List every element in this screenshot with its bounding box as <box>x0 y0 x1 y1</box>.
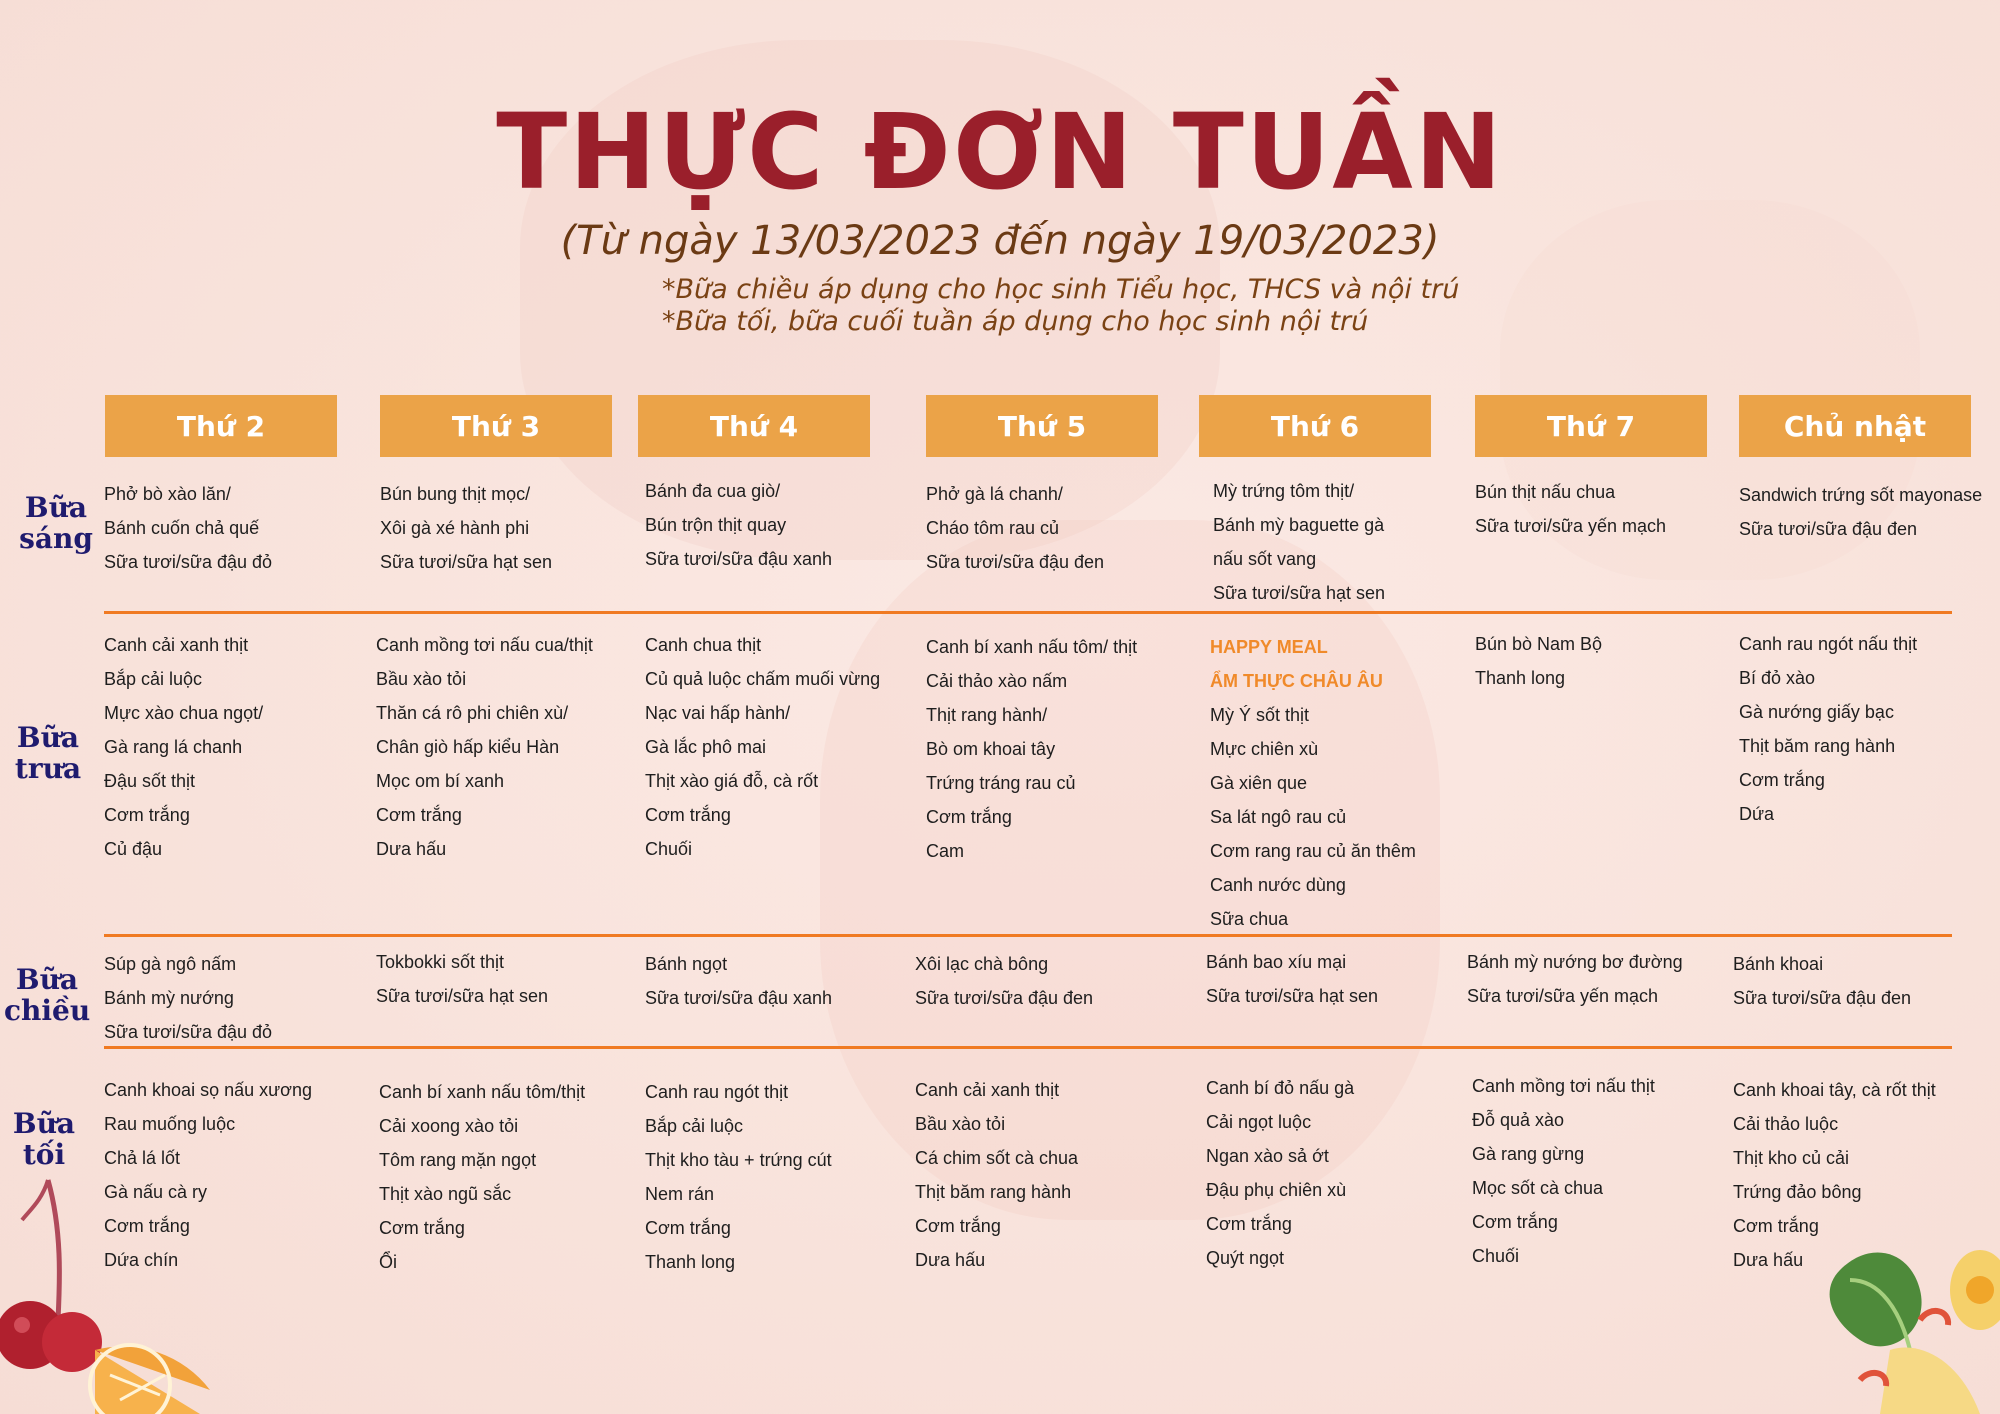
menu-item: Cháo tôm rau củ <box>926 518 1060 538</box>
menu-item: Bánh bao xíu mại <box>1206 952 1347 972</box>
cell-lunch-thu-7 <box>1475 627 1745 695</box>
page-title: THỰC ĐƠN TUẦN <box>496 91 1504 213</box>
menu-item: Sandwich trứng sốt mayonase <box>1739 485 1983 505</box>
menu-item: Dưa hấu <box>1733 1250 1804 1270</box>
menu-item: Cải ngọt luộc <box>1206 1112 1312 1132</box>
menu-item: Sữa tươi/sữa đậu xanh <box>645 988 833 1008</box>
cell-lunch-thu-2 <box>104 628 374 866</box>
menu-item: Canh mồng tơi nấu cua/thịt <box>376 635 593 655</box>
menu-item: Sữa tươi/sữa đậu đen <box>1733 988 1912 1008</box>
menu-item: Sữa tươi/sữa hạt sen <box>376 986 549 1006</box>
happy-meal-label: HAPPY MEAL <box>1210 637 1328 657</box>
menu-item: Cơm rang rau củ ăn thêm <box>1210 841 1416 861</box>
cell-afternoon-chu-nhat <box>1733 947 2000 1015</box>
menu-item: Bắp cải luộc <box>104 669 203 689</box>
divider-lunch-afternoon <box>104 934 1952 937</box>
day-header-thu-4: Thứ 4 <box>638 395 870 457</box>
cell-dinner-thu-6 <box>1206 1071 1476 1275</box>
menu-item: Cơm trắng <box>1733 1216 1819 1236</box>
menu-item: Súp gà ngô nấm <box>104 954 237 974</box>
menu-item: Bún trộn thịt quay <box>645 515 787 535</box>
meal-label-lunch: Bữa trưa <box>14 721 82 786</box>
menu-item: Cơm trắng <box>1739 770 1825 790</box>
cell-dinner-thu-4 <box>645 1075 915 1279</box>
cell-lunch-chu-nhat <box>1739 627 2000 831</box>
menu-item: Thịt băm rang hành <box>915 1182 1072 1202</box>
menu-item: Bánh cuốn chả quế <box>104 518 260 538</box>
meal-label-afternoon: Bữa chiều <box>4 963 91 1028</box>
day-header-thu-5: Thứ 5 <box>926 395 1158 457</box>
menu-item: Bánh mỳ nướng bơ đường <box>1467 952 1683 972</box>
cell-breakfast-chu-nhat <box>1739 478 2000 546</box>
european-cuisine-label: ẨM THỰC CHÂU ÂU <box>1210 671 1383 691</box>
menu-item: Ngan xào sả ớt <box>1206 1146 1329 1166</box>
menu-item: Cải xoong xào tỏi <box>379 1116 519 1136</box>
menu-item: Sữa tươi/sữa đậu đen <box>1739 519 1918 539</box>
menu-item: Đậu sốt thịt <box>104 771 196 791</box>
menu-item: Cơm trắng <box>376 805 462 825</box>
cell-lunch-thu-5 <box>926 630 1196 868</box>
note-dinner: *Bữa tối, bữa cuối tuần áp dụng cho học sinh nội trú <box>662 306 1369 337</box>
menu-item: Mọc sốt cà chua <box>1472 1178 1604 1198</box>
menu-item: Xôi lạc chà bông <box>915 954 1049 974</box>
meal-label-breakfast: Bữa sáng <box>19 491 93 556</box>
menu-item: Bánh mỳ nướng <box>104 988 234 1008</box>
menu-item: Đỗ quả xào <box>1472 1110 1565 1130</box>
cell-breakfast-thu-4 <box>645 474 915 576</box>
menu-item: Phở bò xào lăn/ <box>104 484 231 504</box>
menu-item: Canh nước dùng <box>1210 875 1346 895</box>
menu-item: Cơm trắng <box>1472 1212 1558 1232</box>
menu-item: Dứa chín <box>104 1250 179 1270</box>
menu-item: Gà lắc phô mai <box>645 737 767 757</box>
menu-item: Quýt ngọt <box>1206 1248 1285 1268</box>
menu-item: Sữa tươi/sữa đậu đen <box>926 552 1105 572</box>
menu-item: Thịt xào ngũ sắc <box>379 1184 512 1204</box>
menu-item: Gà nướng giấy bạc <box>1739 702 1894 722</box>
vegetables-icon <box>1820 1210 2000 1414</box>
cell-afternoon-thu-2 <box>104 947 374 1049</box>
menu-item: Sa lát ngô rau củ <box>1210 807 1347 827</box>
menu-item: Cam <box>926 841 965 861</box>
menu-item: Sữa tươi/sữa đậu đen <box>915 988 1094 1008</box>
menu-item: Sữa tươi/sữa đậu đỏ <box>104 552 273 572</box>
menu-item: Ổi <box>379 1252 397 1272</box>
cell-breakfast-thu-7 <box>1475 475 1745 543</box>
menu-item: Dưa hấu <box>376 839 447 859</box>
menu-item: Thịt rang hành/ <box>926 705 1048 725</box>
menu-item: Bún bò Nam Bộ <box>1475 634 1603 654</box>
cell-afternoon-thu-5 <box>915 947 1185 1015</box>
menu-item: Chuối <box>1472 1246 1520 1266</box>
menu-item: Cơm trắng <box>379 1218 465 1238</box>
menu-item: Cơm trắng <box>645 805 731 825</box>
menu-item: Gà xiên que <box>1210 773 1308 793</box>
menu-item: Gà nấu cà ry <box>104 1182 208 1202</box>
menu-item: Sữa tươi/sữa yến mạch <box>1467 986 1659 1006</box>
menu-item: Mực chiên xù <box>1210 739 1319 759</box>
menu-item: Bò om khoai tây <box>926 739 1056 759</box>
menu-item: Nem rán <box>645 1184 715 1204</box>
menu-item: Củ đậu <box>104 839 163 859</box>
menu-item: Thịt xào giá đỗ, cà rốt <box>645 771 819 791</box>
menu-item: Bánh ngọt <box>645 954 728 974</box>
cell-afternoon-thu-3 <box>376 945 646 1013</box>
menu-item: Cơm trắng <box>1206 1214 1292 1234</box>
menu-item: Bún thịt nấu chua <box>1475 482 1616 502</box>
menu-item: Dưa hấu <box>915 1250 986 1270</box>
day-header-chu-nhat: Chủ nhật <box>1739 395 1971 457</box>
menu-item: Canh cải xanh thịt <box>915 1080 1060 1100</box>
menu-item: Bầu xào tỏi <box>376 669 467 689</box>
menu-item: Sữa tươi/sữa hạt sen <box>1206 986 1379 1006</box>
menu-item: Cải thảo xào nấm <box>926 671 1068 691</box>
menu-item: Thịt băm rang hành <box>1739 736 1896 756</box>
menu-item: Sữa tươi/sữa đậu đỏ <box>104 1022 273 1042</box>
date-range: (Từ ngày 13/03/2023 đến ngày 19/03/2023) <box>560 218 1440 264</box>
menu-item: Dứa <box>1739 804 1775 824</box>
cell-afternoon-thu-7 <box>1467 945 1737 1013</box>
menu-item: Mọc om bí xanh <box>376 771 505 791</box>
menu-item: Củ quả luộc chấm muối vừng <box>645 669 881 689</box>
menu-item: Canh mồng tơi nấu thịt <box>1472 1076 1655 1096</box>
menu-item: Cải thảo luộc <box>1733 1114 1839 1134</box>
menu-item: nấu sốt vang <box>1213 549 1317 569</box>
menu-item: Chả lá lốt <box>104 1148 181 1168</box>
menu-item: Bánh đa cua giò/ <box>645 481 781 501</box>
menu-item: Cơm trắng <box>104 805 190 825</box>
menu-item: Sữa tươi/sữa hạt sen <box>380 552 553 572</box>
menu-item: Cơm trắng <box>104 1216 190 1236</box>
menu-item: Canh chua thịt <box>645 635 762 655</box>
cell-lunch-thu-3 <box>376 628 646 866</box>
cherry-orange-icon <box>0 1170 230 1414</box>
menu-item: Tokbokki sốt thịt <box>376 952 505 972</box>
menu-item: Bắp cải luộc <box>645 1116 744 1136</box>
menu-item: Sữa tươi/sữa hạt sen <box>1213 583 1386 603</box>
cell-afternoon-thu-6 <box>1206 945 1476 1013</box>
menu-item: Canh bí xanh nấu tôm/ thịt <box>926 637 1138 657</box>
menu-item: Canh rau ngót thịt <box>645 1082 789 1102</box>
note-afternoon: *Bữa chiều áp dụng cho học sinh Tiểu học, THCS và nội trú <box>662 274 1460 305</box>
menu-item: Sữa tươi/sữa yến mạch <box>1475 516 1667 536</box>
menu-item: Bí đỏ xào <box>1739 668 1816 688</box>
menu-item: Bánh khoai <box>1733 954 1824 974</box>
cell-lunch-thu-6 <box>1210 630 1480 936</box>
menu-item: Chân giò hấp kiểu Hàn <box>376 737 560 757</box>
day-header-thu-6: Thứ 6 <box>1199 395 1431 457</box>
day-header-thu-7: Thứ 7 <box>1475 395 1707 457</box>
menu-item: Chuối <box>645 839 693 859</box>
menu-item: Cơm trắng <box>645 1218 731 1238</box>
menu-item: Canh cải xanh thịt <box>104 635 249 655</box>
menu-item: Đậu phụ chiên xù <box>1206 1180 1347 1200</box>
divider-afternoon-dinner <box>104 1046 1952 1049</box>
day-header-thu-3: Thứ 3 <box>380 395 612 457</box>
menu-item: Canh khoai tây, cà rốt thịt <box>1733 1080 1936 1100</box>
menu-item: Xôi gà xé hành phi <box>380 518 530 538</box>
menu-item: Phở gà lá chanh/ <box>926 484 1063 504</box>
menu-item: Thăn cá rô phi chiên xù/ <box>376 703 569 723</box>
menu-item: Sữa chua <box>1210 909 1289 929</box>
menu-item: Canh khoai sọ nấu xương <box>104 1080 312 1100</box>
cell-breakfast-thu-5 <box>926 477 1196 579</box>
cell-breakfast-thu-3 <box>380 477 650 579</box>
menu-item: Tôm rang mặn ngọt <box>379 1150 537 1170</box>
menu-item: Sữa tươi/sữa đậu xanh <box>645 549 833 569</box>
menu-item: Mực xào chua ngọt/ <box>104 703 264 723</box>
divider-breakfast-lunch <box>104 611 1952 614</box>
menu-item: Bún bung thịt mọc/ <box>380 484 531 504</box>
menu-item: Cá chim sốt cà chua <box>915 1148 1079 1168</box>
menu-item: Bánh mỳ baguette gà <box>1213 515 1385 535</box>
menu-item: Bầu xào tỏi <box>915 1114 1006 1134</box>
menu-item: Thanh long <box>645 1252 736 1272</box>
menu-item: Gà rang gừng <box>1472 1144 1585 1164</box>
cell-afternoon-thu-4 <box>645 947 915 1015</box>
day-header-thu-2: Thứ 2 <box>105 395 337 457</box>
menu-item: Mỳ Ý sốt thịt <box>1210 705 1310 725</box>
cell-dinner-thu-5 <box>915 1073 1185 1277</box>
menu-item: Gà rang lá chanh <box>104 737 243 757</box>
menu-item: Mỳ trứng tôm thịt/ <box>1213 481 1355 501</box>
cell-breakfast-thu-2 <box>104 477 374 579</box>
meal-label-dinner: Bữa tối <box>12 1107 76 1172</box>
menu-item: Canh rau ngót nấu thịt <box>1739 634 1918 654</box>
cell-lunch-thu-4 <box>645 628 915 866</box>
menu-item: Cơm trắng <box>915 1216 1001 1236</box>
menu-item: Trứng đảo bông <box>1733 1182 1862 1202</box>
menu-item: Rau muống luộc <box>104 1114 236 1134</box>
menu-item: Thanh long <box>1475 668 1566 688</box>
menu-item: Thịt kho tàu + trứng cút <box>645 1150 832 1170</box>
menu-item: Nạc vai hấp hành/ <box>645 703 791 723</box>
menu-item: Cơm trắng <box>926 807 1012 827</box>
menu-item: Canh bí xanh nấu tôm/thịt <box>379 1082 586 1102</box>
menu-item: Canh bí đỏ nấu gà <box>1206 1078 1355 1098</box>
cell-breakfast-thu-6 <box>1213 474 1483 610</box>
menu-item: Thịt kho củ cải <box>1733 1148 1850 1168</box>
menu-item: Trứng tráng rau củ <box>926 773 1076 793</box>
cell-dinner-thu-7 <box>1472 1069 1742 1273</box>
cell-dinner-thu-3 <box>379 1075 649 1279</box>
